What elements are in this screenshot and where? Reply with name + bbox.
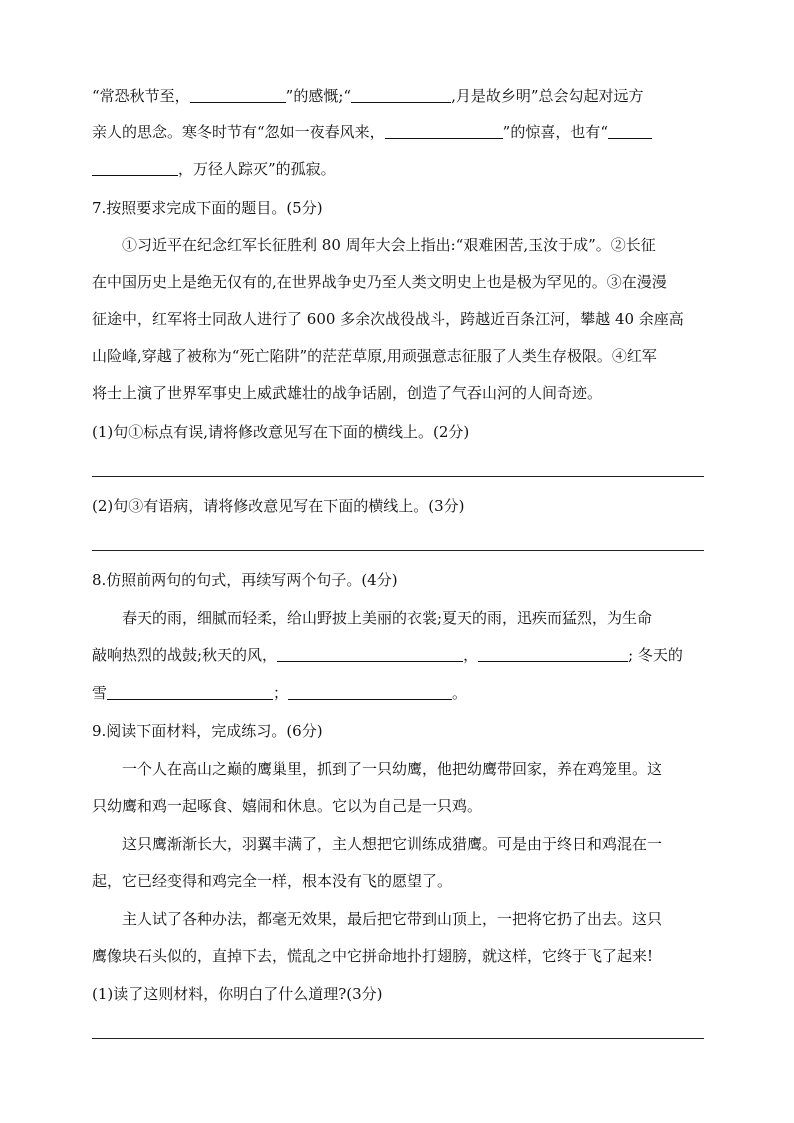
q7-title: 7.按照要求完成下面的题目。(5分) <box>92 199 323 217</box>
q6-line-3 <box>92 159 704 179</box>
q8-title: 8.仿照前两句的句式，再续写两个句子。(4分) <box>92 571 398 589</box>
q8-text: ， <box>463 646 479 664</box>
answer-blank[interactable] <box>608 124 652 139</box>
q6-text: ”的感慨;“ <box>285 87 352 105</box>
q7-paragraph-line: 将士上演了世界军事史上威武雄壮的战争话剧，创造了气吞山河的人间奇迹。 <box>92 384 603 402</box>
q6-text: “常恐秋节至， <box>92 87 190 105</box>
q9-paragraph-line: 主人试了各种办法，都毫无效果，最后把它带到山顶上，一把将它扔了出去。这只 <box>122 910 663 928</box>
q9-paragraph-line: 一个人在高山之巅的鹰巢里，抓到了一只幼鹰，他把幼鹰带回家，养在鸡笼里。这 <box>122 760 663 778</box>
q7-paragraph-line: 山险峰,穿越了被称为“死亡陷阱”的茫茫草原,用顽强意志征服了人类生存极限。④红军 <box>92 347 657 365</box>
answer-blank[interactable] <box>351 88 451 103</box>
q8-text: 敲响热烈的战鼓;秋天的风， <box>92 646 278 664</box>
answer-line[interactable] <box>92 550 704 551</box>
answer-blank[interactable] <box>288 685 452 700</box>
q9-paragraph-line: 只幼鹰和鸡一起啄食、嬉闹和休息。它以为自己是一只鸡。 <box>92 797 483 815</box>
q6-text: 亲人的思念。寒冬时节有“忽如一夜春风来， <box>92 123 385 141</box>
q6-text: ”的惊喜，也有“ <box>502 123 609 141</box>
q8-text: ； <box>273 684 289 702</box>
q8-text: ; 冬天的 <box>628 646 683 664</box>
q9-paragraph-line: 鹰像块石头似的，直掉下去，慌乱之中它拼命地扑打翅膀，就这样，它终于飞了起来! <box>92 947 654 965</box>
answer-blank[interactable] <box>190 88 286 103</box>
answer-blank[interactable] <box>385 124 503 139</box>
q6-text: ,月是故乡明”总会勾起对远方 <box>451 87 644 105</box>
answer-blank[interactable] <box>92 161 178 176</box>
q6-line-1 <box>92 86 704 106</box>
q8-paragraph-line: 春天的雨，细腻而轻柔，给山野披上美丽的衣裳;夏天的雨，迅疾而猛烈，为生命 <box>122 609 653 627</box>
q8-text: 雪 <box>92 684 108 702</box>
q8-paragraph-line <box>92 683 704 703</box>
answer-blank[interactable] <box>107 685 273 700</box>
q6-text: ，万径人踪灭”的孤寂。 <box>178 160 336 178</box>
q9-paragraph-line: 起，它已经变得和鸡完全一样，根本没有飞的愿望了。 <box>92 872 453 890</box>
q8-paragraph-line <box>92 645 704 665</box>
q7-paragraph-line: ①习近平在纪念红军长征胜利 80 周年大会上指出:“艰难困苦,玉汝于成”。②长征 <box>122 236 656 254</box>
answer-line[interactable] <box>92 476 704 477</box>
q9-subquestion-1: (1)读了这则材料，你明白了什么道理?(3分) <box>92 985 383 1003</box>
q6-line-2 <box>92 122 704 142</box>
answer-blank[interactable] <box>277 647 463 662</box>
q9-paragraph-line: 这只鹰渐渐长大，羽翼丰满了，主人想把它训练成猎鹰。可是由于终日和鸡混在一 <box>122 835 663 853</box>
q7-paragraph-line: 在中国历史上是绝无仅有的,在世界战争史乃至人类文明史上也是极为罕见的。③在漫漫 <box>92 273 667 291</box>
answer-blank[interactable] <box>478 647 628 662</box>
q7-subquestion-2: (2)句③有语病，请将修改意见写在下面的横线上。(3分) <box>92 497 465 515</box>
q9-title: 9.阅读下面材料，完成练习。(6分) <box>92 722 323 740</box>
q7-paragraph-line: 征途中，红军将士同敌人进行了 600 多余次战役战斗，跨越近百条江河，攀越 40 余座高 <box>92 310 684 328</box>
q7-subquestion-1: (1)句①标点有误,请将修改意见写在下面的横线上。(2分) <box>92 423 470 441</box>
answer-line[interactable] <box>92 1038 704 1039</box>
q8-text: 。 <box>452 684 468 702</box>
